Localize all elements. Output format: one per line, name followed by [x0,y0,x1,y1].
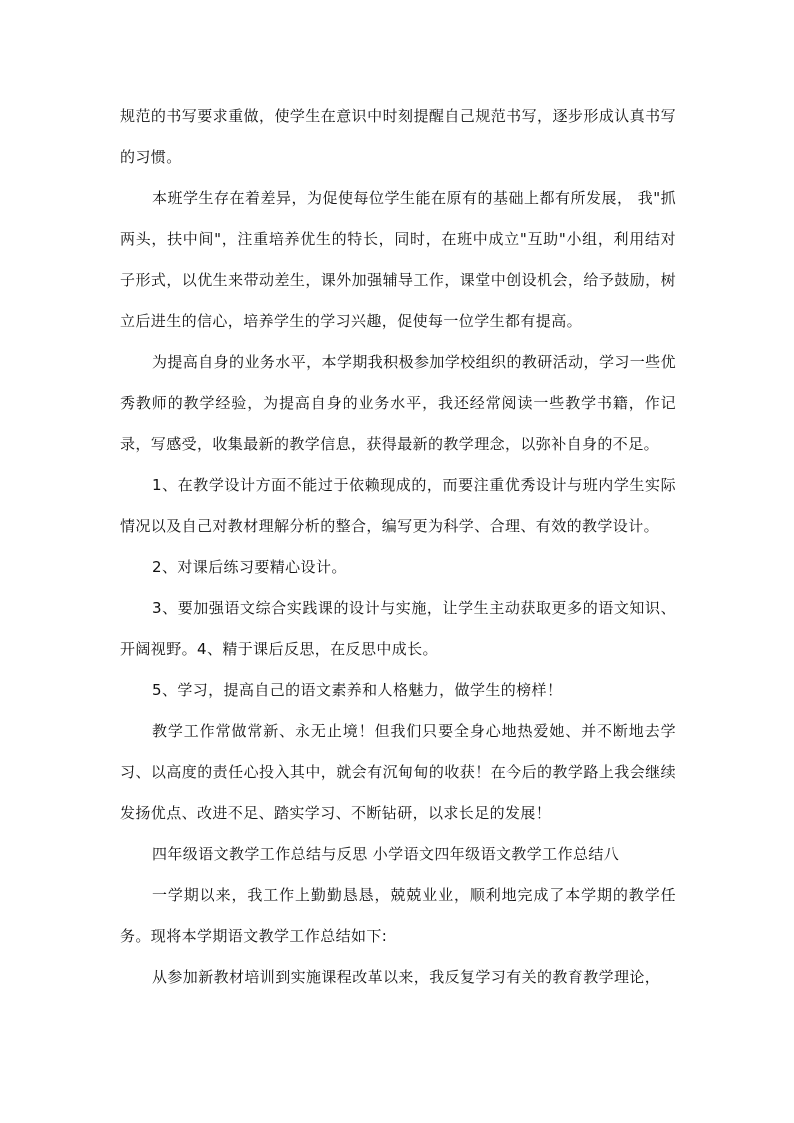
section-heading: 四年级语文教学工作总结与反思 小学语文四年级语文教学工作总结八 [152,845,620,863]
paragraph-2: 本班学生存在着差异，为促使每位学生能在原有的基础上都有所发展， 我"抓两头，扶中间"，注重培养优生的特长，同时，在班中成立"互助"小组，利用结对子形式，以优生来带动差生，课外加强辅导工作，课堂中创设机会，给予鼓励，树立后进生的信心，培养学生的学习兴趣，促使每一位学生都有提高。 [120,189,676,330]
paragraph-7: 5、学习，提高自己的语文素养和人格魅力，做学生的榜样！ [152,681,563,699]
paragraph-1: 规范的书写要求重做，使学生在意识中时刻提醒自己规范书写，逐步形成认真书写的习惯。 [120,107,676,166]
paragraph-6: 3、要加强语文综合实践课的设计与实施，让学生主动获取更多的语文知识、开阔视野。4、精于课后反思，在反思中成长。 [120,599,676,658]
document-body [120,96,676,998]
paragraph-3: 为提高自身的业务水平，本学期我积极参加学校组织的教研活动，学习一些优秀教师的教学经验，为提高自身的业务水平，我还经常阅读一些教学书籍，作记录，写感受，收集最新的教学信息，获得最新的教学理念，以弥补自身的不足。 [120,353,676,453]
paragraph-11: 从参加新教材培训到实施课程改革以来，我反复学习有关的教育教学理论， [152,968,661,986]
paragraph-8: 教学工作常做常新、永无止境！但我们只要全身心地热爱她、并不断地去学习、以高度的责任心投入其中，就会有沉甸甸的收获！在今后的教学路上我会继续发扬优点、改进不足、踏实学习、不断钻研，以求长足的发展！ [120,722,676,822]
paragraph-5: 2、对课后练习要精心设计。 [152,558,347,576]
paragraph-4: 1、在教学设计方面不能过于依赖现成的，而要注重优秀设计与班内学生实际情况以及自己对教材理解分析的整合，编写更为科学、合理、有效的教学设计。 [120,476,676,535]
paragraph-10: 一学期以来，我工作上勤勤恳恳，兢兢业业，顺利地完成了本学期的教学任务。现将本学期语文教学工作总结如下: [120,886,676,945]
